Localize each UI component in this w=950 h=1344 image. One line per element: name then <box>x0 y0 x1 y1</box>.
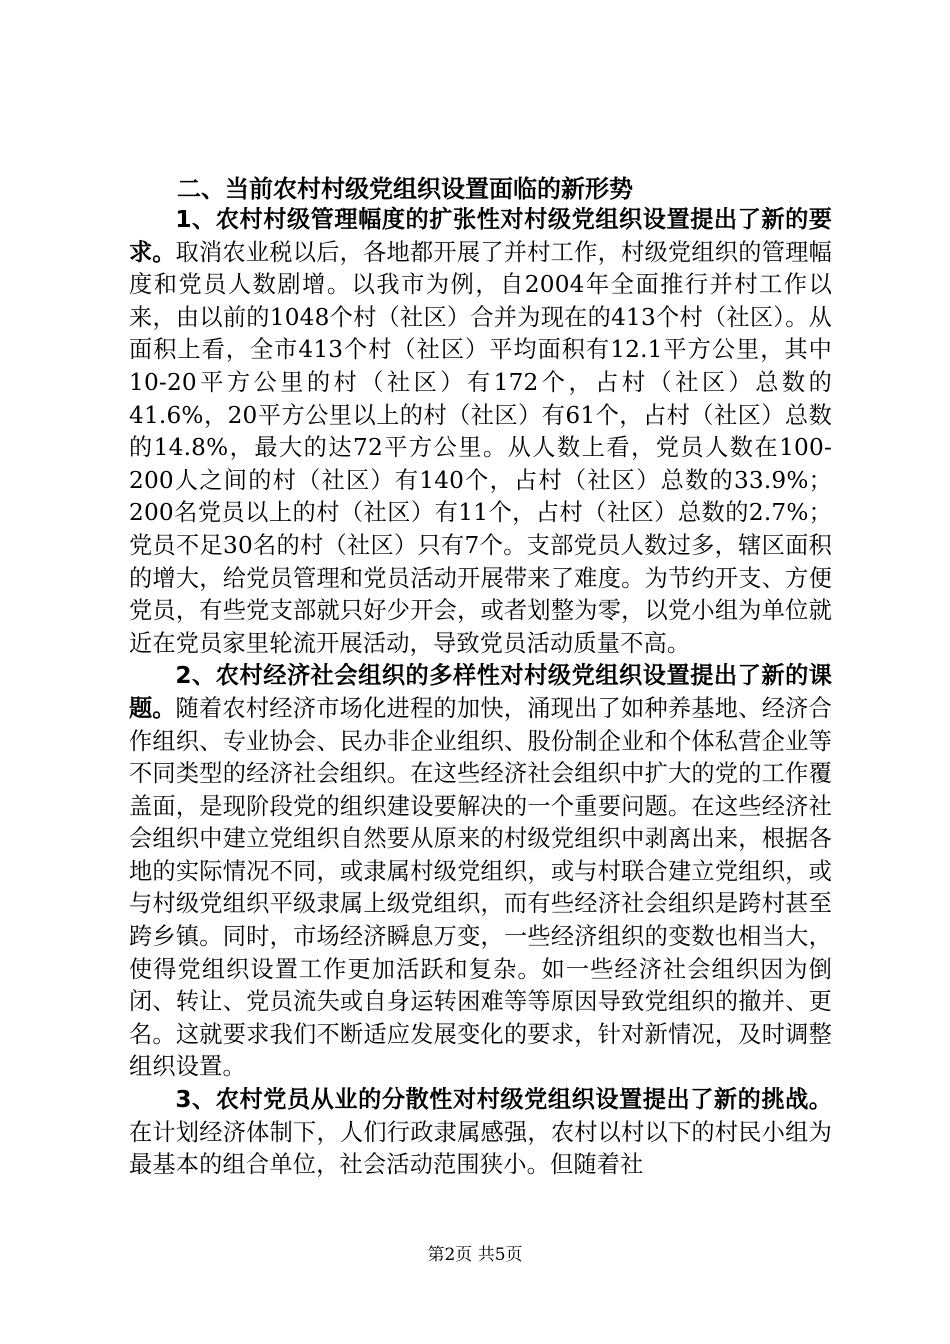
paragraph-1 <box>129 204 832 660</box>
paragraph-1-body: 取消农业税以后，各地都开展了并村工作，村级党组织的管理幅度和党员人数剧增。以我市为例，自2004年全面推行并村工作以来，由以前的1048个村（社区）合并为现在的413个村（社区）。从面积上看，全市413个村（社区）平均面积有12.1平方公里，其中10-20平方公里的村（社区）有172个，占村（社区）总数的41.6%，20平方公里以上的村（社区）有61个，占村（社区）总数的14.8%，最大的达72平方公里。从人数上看，党员人数在100-200人之间的村（社区）有140个，占村（社区）总数的33.9%；200名党员以上的村（社区）有11个，占村（社区）总数的2.7%；党员不足30名的村（社区）只有7个。支部党员人数过多，辖区面积的增大，给党员管理和党员活动开展带来了难度。为节约开支、方便党员，有些党支部就只好少开会，或者划整为零，以党小组为单位就近在党员家里轮流开展活动，导致党员活动质量不高。 <box>129 238 832 657</box>
paragraph-1-lead: 1、农村村级管理幅度的扩张性对村级党组织设置提出了新的要求。 <box>129 206 832 266</box>
section-heading: 二、当前农村村级党组织设置面临的新形势 <box>177 175 633 203</box>
paragraph-3-lead: 3、农村党员从业的分散性对村级党组织设置提出了新的挑战。 <box>175 1086 832 1114</box>
paragraph-3-body: 在计划经济体制下，人们行政隶属感强，农村以村以下的村民小组为最基本的组合单位，社会活动范围狭小。但随着社 <box>129 1118 832 1179</box>
paragraph-2-body: 随着农村经济市场化进程的加快，涌现出了如种养基地、经济合作组织、专业协会、民办非企业组织、股份制企业和个体私营企业等不同类型的经济社会组织。在这些经济社会组织中扩大的党的工作覆盖面，是现阶段党的组织建设要解决的一个重要问题。在这些经济社会组织中建立党组织自然要从原来的村级党组织中剥离出来，根据各地的实际情况不同，或隶属村级党组织，或与村联合建立党组织，或与村级党组织平级隶属上级党组织，而有些经济社会组织是跨村甚至跨乡镇。同时，市场经济瞬息万变，一些经济组织的变数也相当大，使得党组织设置工作更加活跃和复杂。如一些经济社会组织因为倒闭、转让、党员流失或自身运转困难等等原因导致党组织的撤并、更名。这就要求我们不断适应发展变化的要求，针对新情况，及时调整组织设置。 <box>129 694 832 1081</box>
paragraph-2-lead: 2、农村经济社会组织的多样性对村级党组织设置提出了新的课题。 <box>129 662 832 722</box>
paragraph-2 <box>129 660 832 1084</box>
page-footer: 第2页 共5页 <box>427 1245 523 1265</box>
document-body <box>129 174 832 1182</box>
paragraph-3 <box>129 1084 832 1182</box>
